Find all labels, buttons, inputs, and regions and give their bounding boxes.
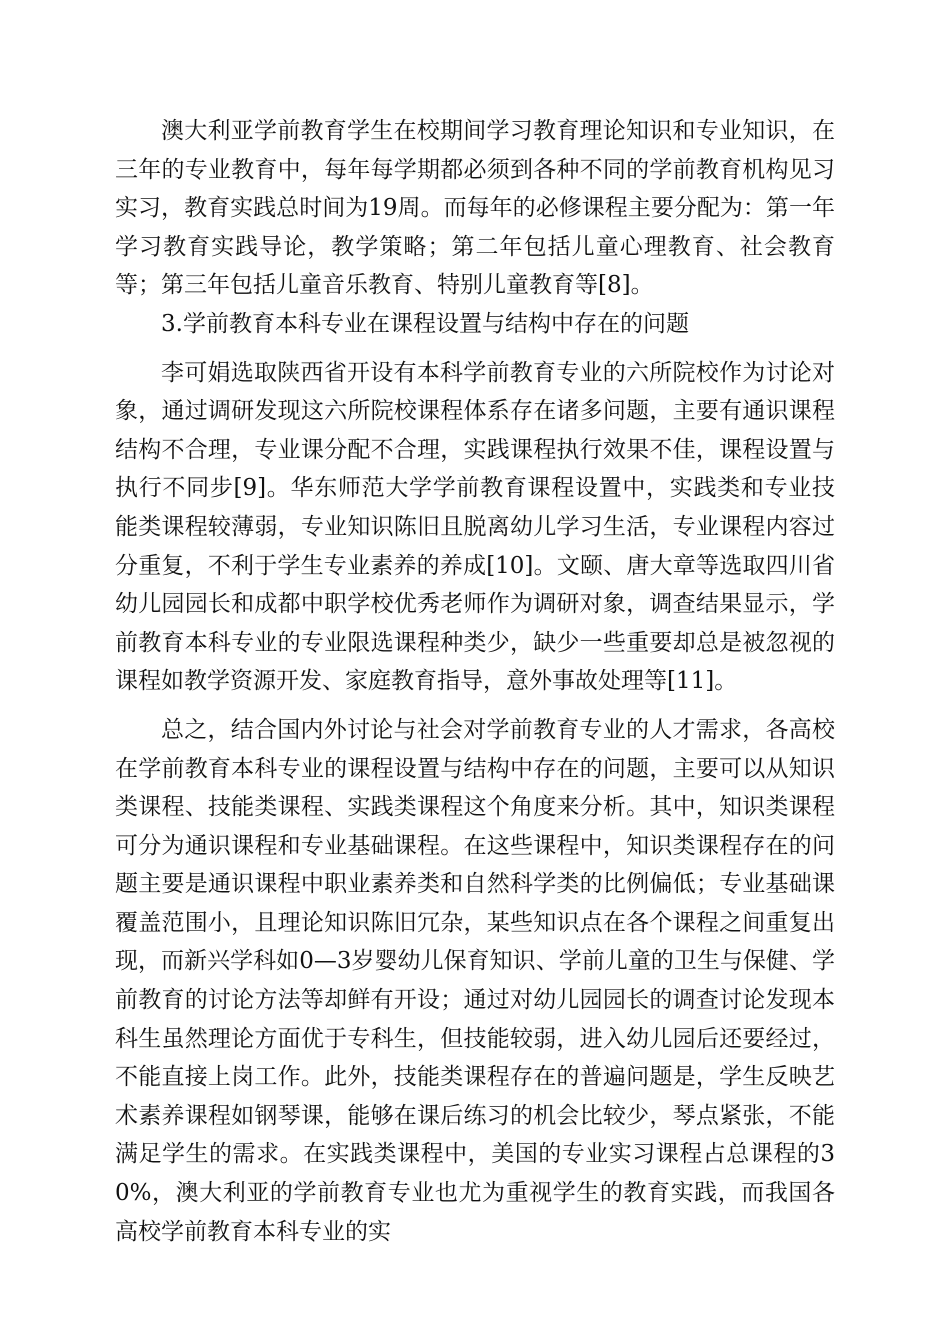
document-body [115, 112, 835, 1251]
section-heading: 3.学前教育本科专业在课程设置与结构中存在的问题 [161, 310, 689, 337]
paragraph-australia-curriculum: 澳大利亚学前教育学生在校期间学习教育理论知识和专业知识，在三年的专业教育中，每年每学期都必须到各种不同的学前教育机构见习实习，教育实践总时间为19周。而每年的必修课程主要分配为：第一年学习教育实践导论，教学策略；第二年包括儿童心理教育、社会教育等；第三年包括儿童音乐教育、特别儿童教育等[8]。 [115, 118, 835, 299]
paragraph-domestic-research: 李可娟选取陕西省开设有本科学前教育专业的六所院校作为讨论对象，通过调研发现这六所院校课程体系存在诸多问题，主要有通识课程结构不合理，专业课分配不合理，实践课程执行效果不佳，课程设置与执行不同步[9]。华东师范大学学前教育课程设置中，实践类和专业技能类课程较薄弱，专业知识陈旧且脱离幼儿学习生活，专业课程内容过分重复，不利于学生专业素养的养成[10]。文颐、唐大章等选取四川省幼儿园园长和成都中职学校优秀老师作为调研对象，调查结果显示，学前教育本科专业的专业限选课程种类少，缺少一些重要却总是被忽视的课程如教学资源开发、家庭教育指导，意外事故处理等[11]。 [115, 359, 835, 695]
paragraph-summary: 总之，结合国内外讨论与社会对学前教育专业的人才需求，各高校在学前教育本科专业的课程设置与结构中存在的问题，主要可以从知识类课程、技能类课程、实践类课程这个角度来分析。其中，知识类课程可分为通识课程和专业基础课程。在这些课程中，知识类课程存在的问题主要是通识课程中职业素养类和自然科学类的比例偏低；专业基础课覆盖范围小，且理论知识陈旧冗杂，某些知识点在各个课程之间重复出现，而新兴学科如0—3岁婴幼儿保育知识、学前儿童的卫生与保健、学前教育的讨论方法等却鲜有开设；通过对幼儿园园长的调查讨论发现本科生虽然理论方面优于专科生，但技能较弱，进入幼儿园后还要经过，不能直接上岗工作。此外，技能类课程存在的普遍问题是，学生反映艺术素养课程如钢琴课，能够在课后练习的机会比较少，琴点紧张，不能满足学生的需求。在实践类课程中，美国的专业实习课程占总课程的30%，澳大利亚的学前教育专业也尤为重视学生的教育实践，而我国各高校学前教育本科专业的实 [115, 716, 835, 1245]
